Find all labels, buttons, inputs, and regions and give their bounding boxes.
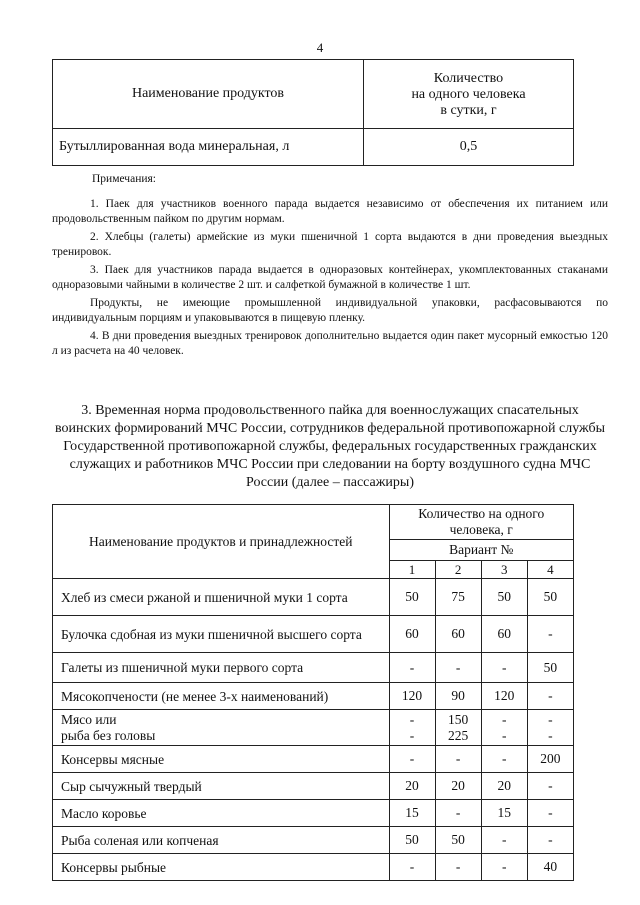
note-item: 4. В дни проведения выездных тренировок дополнительно выдается один пакет мусорный емкостью 120 л из расчета на 40 человек.: [52, 330, 608, 357]
product-value: -: [389, 854, 435, 881]
table-row: [53, 616, 574, 653]
variant-number: 1: [389, 561, 435, 579]
product-value: 50: [435, 827, 481, 854]
section-title: 3. Временная норма продовольственного пайка для военнослужащих спасательных воинских формирований МЧС России, сотрудников федеральной противопожарной службы Государственной противопожарной службы, федеральных государственных гражданских служащих и работников МЧС России при следовании на борту воздушного судна МЧС России (далее – пассажиры): [54, 403, 606, 490]
note-item: 1. Паек для участников военного парада выдается независимо от обеспечения их питанием или продовольственным пайком по другим нормам.: [52, 198, 608, 225]
table-row: [53, 800, 574, 827]
product-name: [53, 710, 390, 746]
product-value: 120: [481, 683, 527, 710]
product-value: -: [389, 746, 435, 773]
variant-number: 4: [527, 561, 573, 579]
table1-row-value: 0,5: [364, 129, 574, 166]
product-value: 20: [435, 773, 481, 800]
product-value-line: 150: [448, 711, 469, 727]
product-name: Консервы рыбные: [53, 854, 390, 881]
product-value: 20: [389, 773, 435, 800]
product-name: Рыба соленая или копченая: [53, 827, 390, 854]
note-item: 2. Хлебцы (галеты) армейские из муки пшеничной 1 сорта выдаются в дни проведения выездных тренировок.: [52, 231, 608, 258]
product-value: -: [481, 653, 527, 683]
product-value: -: [527, 616, 573, 653]
product-value: -: [481, 827, 527, 854]
product-value-line: -: [548, 711, 553, 727]
product-value: -: [527, 800, 573, 827]
product-name-line: рыба без головы: [61, 727, 156, 743]
variant-number: 3: [481, 561, 527, 579]
product-value: [481, 710, 527, 746]
product-value: 75: [435, 579, 481, 616]
product-value: -: [527, 773, 573, 800]
product-value: 50: [389, 827, 435, 854]
product-value-line: -: [409, 727, 415, 743]
table-row: [53, 773, 574, 800]
note-item: 3. Паек для участников парада выдается в одноразовых контейнерах, укомплектованных стаканами одноразовыми чайными в количестве 2 шт. и салфеткой бумажной в количестве 1 шт.: [52, 264, 608, 291]
variant-number: 2: [435, 561, 481, 579]
table1-row-name: Бутыллированная вода минеральная, л: [53, 129, 364, 166]
product-name: Галеты из пшеничной муки первого сорта: [53, 653, 390, 683]
table-row: [53, 683, 574, 710]
product-value: 60: [435, 616, 481, 653]
product-value: 60: [389, 616, 435, 653]
product-value: -: [527, 683, 573, 710]
product-value: 40: [527, 854, 573, 881]
page-number: 4: [316, 40, 324, 55]
product-value: 90: [435, 683, 481, 710]
table2-header-variant: Вариант №: [389, 540, 574, 561]
product-value-line: -: [409, 711, 415, 727]
product-value: 15: [481, 800, 527, 827]
product-name: Мясокопчености (не менее 3-х наименований): [53, 683, 390, 710]
product-value: 20: [481, 773, 527, 800]
ration-table: [52, 504, 574, 881]
table-row: [53, 710, 574, 746]
table1-header-name: Наименование продуктов: [53, 60, 364, 129]
product-value: [389, 710, 435, 746]
water-table: [52, 59, 574, 166]
product-name: Хлеб из смеси ржаной и пшеничной муки 1 сорта: [53, 579, 390, 616]
product-value: -: [435, 854, 481, 881]
product-value: 120: [389, 683, 435, 710]
product-value: 50: [527, 579, 573, 616]
table1-header-qty-line: Количество: [433, 71, 504, 86]
product-name-line: Мясо или: [61, 711, 117, 727]
table-row: [53, 746, 574, 773]
product-value: 60: [481, 616, 527, 653]
product-value: 50: [481, 579, 527, 616]
product-value: -: [389, 653, 435, 683]
table1-header-qty-line: на одного человека: [411, 87, 526, 102]
table1-header-qty: [364, 60, 574, 129]
table2-header-qty: Количество на одного человека, г: [389, 505, 574, 540]
table-row: [53, 827, 574, 854]
table2-header-name: Наименование продуктов и принадлежностей: [53, 505, 390, 579]
product-value-line: -: [502, 711, 507, 727]
table1-header-qty-line: в сутки, г: [440, 103, 497, 118]
table-row: [53, 854, 574, 881]
product-value: 200: [527, 746, 573, 773]
product-value: -: [527, 827, 573, 854]
product-value: -: [481, 746, 527, 773]
table-row: [53, 653, 574, 683]
product-value: [435, 710, 481, 746]
notes-block: [52, 172, 608, 359]
product-value: -: [435, 653, 481, 683]
note-item: Продукты, не имеющие промышленной индивидуальной упаковки, расфасовываются по индивидуальным порциям и упаковываются в пищевую пленку.: [52, 297, 608, 324]
product-value: 50: [389, 579, 435, 616]
product-value: -: [435, 746, 481, 773]
product-name: Булочка сдобная из муки пшеничной высшего сорта: [53, 616, 390, 653]
product-value: 50: [527, 653, 573, 683]
product-value: -: [435, 800, 481, 827]
product-value-line: -: [548, 727, 553, 743]
product-value: [527, 710, 573, 746]
product-value-line: 225: [448, 727, 469, 743]
product-name: Сыр сычужный твердый: [53, 773, 390, 800]
product-value-line: -: [502, 727, 507, 743]
product-name: Консервы мясные: [53, 746, 390, 773]
notes-title: Примечания:: [92, 173, 156, 185]
product-value: 15: [389, 800, 435, 827]
table-row: [53, 579, 574, 616]
product-value: -: [481, 854, 527, 881]
product-name: Масло коровье: [53, 800, 390, 827]
table-row: [53, 129, 574, 166]
